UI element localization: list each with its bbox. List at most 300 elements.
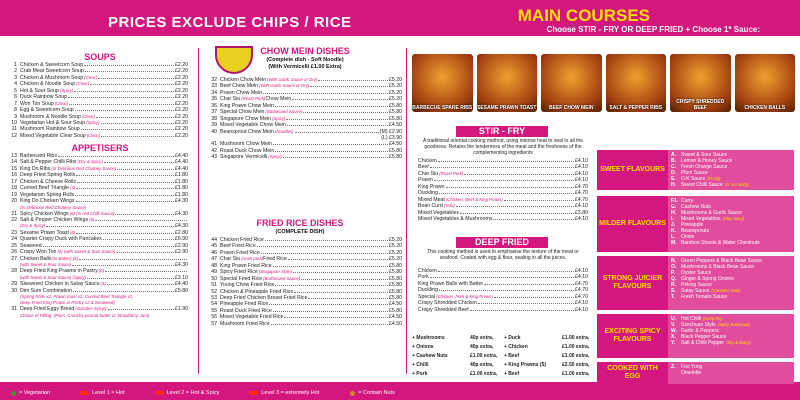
leader-dots — [265, 238, 388, 241]
item-price: £4.70 — [575, 190, 588, 197]
sauce-note: (or not spicy) — [724, 182, 749, 187]
stirfry-list — [418, 158, 588, 222]
sauce-letter: U. — [671, 316, 676, 322]
extra-name: + Pork — [412, 370, 428, 377]
item-note: (Dry & Spicy) — [20, 223, 46, 229]
leader-dots — [75, 193, 174, 196]
chilli-icon — [80, 391, 89, 395]
leader-dots — [310, 84, 388, 87]
item-note: (Roast Pork) — [439, 170, 464, 176]
item-name: Duck Rainbow Soup — [20, 94, 68, 101]
item-number: 1 — [14, 62, 17, 68]
sauce-name: Green Peppers & Black Bean Sauce — [681, 258, 762, 264]
item-price: £5.80 — [389, 282, 402, 289]
extra-price: £1.00 extra, — [470, 370, 498, 377]
item-price: £5.80 — [389, 269, 402, 276]
item-name: Mushroom Fried Rice — [220, 320, 270, 327]
item-price: £2.20 — [175, 68, 188, 75]
sauce-name: Mushrooms & Black Bean Sauce — [681, 264, 755, 270]
leader-dots — [96, 115, 174, 118]
leader-dots — [303, 110, 388, 113]
item-note: (Clear) — [81, 113, 95, 119]
leader-dots — [90, 82, 174, 85]
item-price: £2.20 — [175, 74, 188, 81]
item-number: 9 — [14, 113, 17, 120]
item-price: £5.80 — [389, 275, 402, 282]
item-price: £5.80 — [389, 154, 402, 161]
item-number: 39 — [211, 122, 217, 129]
item-price: £4.10 — [575, 215, 588, 222]
dish-photo-label: BEEF CHOW MEIN — [549, 105, 594, 111]
item-number: 12 — [11, 132, 17, 139]
main-courses-title: MAIN COURSES — [517, 6, 650, 25]
menu-item — [206, 321, 402, 327]
item-name: Prawn Fried Rice — [220, 249, 260, 256]
item-name: Young Chow Fried Rice — [220, 282, 275, 289]
item-name: Crispy Won Ton — [20, 249, 57, 256]
friedrice-sub: (COMPLETE DISH) — [275, 229, 325, 235]
item-number: 4 — [14, 81, 17, 88]
vegetarian-icon — [11, 391, 16, 396]
item-note: (Spicy) — [59, 87, 74, 93]
sauce-letter: W. — [671, 328, 677, 334]
item-note: (Tofu) — [443, 203, 455, 209]
item-note: (Clear) — [84, 74, 98, 80]
leader-dots — [73, 289, 174, 292]
leader-dots — [478, 301, 574, 304]
item-price: £1.80 — [175, 178, 188, 185]
leader-dots — [293, 270, 388, 273]
item-number: 27 — [11, 255, 17, 262]
item-price: £4.30 — [175, 223, 188, 230]
sauce-note: (Stay Sexy) — [722, 216, 745, 221]
leader-dots — [98, 76, 174, 79]
sauce-letter: Z. — [671, 364, 676, 370]
menu-item — [418, 307, 588, 313]
item-name: Dim Sum Combination — [20, 287, 72, 294]
sauce-letter: Q. — [671, 276, 677, 282]
item-number: 11 — [11, 126, 17, 133]
item-name: Char Siu — [220, 256, 241, 263]
dish-photo — [412, 54, 473, 112]
sauce-name: Pineapple — [681, 222, 704, 228]
item-name: King Do Chicken Wings — [20, 198, 75, 205]
leader-dots — [288, 257, 388, 260]
extra-name: + Beef — [504, 352, 520, 359]
item-name: Barbecued Ribs — [20, 153, 57, 159]
item-price: £2.20 — [175, 94, 188, 101]
item-number: 54 — [211, 301, 217, 308]
item-name: Chicken Fried Rice — [220, 237, 264, 243]
item-name: Mushroom Rainbow Soup — [20, 126, 80, 133]
item-number: 50 — [211, 275, 217, 282]
item-description: Deep Fried King Prawn in Pastry x2 & Seaweed) — [20, 300, 115, 306]
item-number: 21 — [11, 210, 17, 217]
sauce-letter: N. — [671, 258, 676, 264]
item-price: £2.80 — [175, 229, 188, 236]
item-note: (In Batter) (6) — [52, 255, 78, 261]
item-name: Chicken — [418, 158, 437, 164]
leader-dots — [464, 172, 574, 175]
item-name: Roast Duck Fried Rice — [220, 307, 272, 314]
leader-dots — [493, 217, 574, 220]
leader-dots — [107, 282, 174, 285]
item-number: 31 — [11, 306, 17, 313]
deepfried-desc: This cooking method is used to emphasise the texture of the meat or seafood. Coated with egg & flour, sealing in all the juices. — [427, 249, 579, 261]
item-name: Duckling — [418, 287, 438, 294]
item-price: £4.10 — [575, 268, 588, 274]
sauce-name: Mixed Vegetables — [681, 216, 721, 222]
item-number: 34 — [211, 89, 217, 96]
item-price: £2.20 — [175, 107, 188, 114]
leader-dots — [295, 130, 379, 133]
item-price: £5.80 — [175, 287, 188, 294]
leader-dots — [446, 185, 574, 188]
leader-dots — [76, 173, 174, 176]
item-note: (roast pork) — [241, 256, 264, 262]
sauce-letter: S. — [671, 288, 676, 294]
item-name: Pork — [418, 274, 429, 281]
item-name: Seaweed — [20, 242, 42, 249]
sauce-item — [671, 182, 791, 188]
sauce-letter — [671, 370, 681, 376]
leader-dots — [286, 117, 388, 120]
leader-dots — [271, 322, 388, 325]
item-number: 22 — [11, 216, 17, 223]
item-number: 19 — [11, 191, 17, 198]
column-divider-1 — [198, 48, 199, 374]
leader-dots — [308, 296, 388, 299]
item-price: £4.70 — [575, 196, 588, 203]
item-price: £1.90 — [175, 306, 188, 313]
extra-name: + Mushrooms — [412, 334, 445, 341]
leader-dots — [117, 167, 174, 170]
item-price: £1.80 — [175, 191, 188, 198]
item-name: Crispy Shredded Chicken — [418, 300, 477, 307]
sauce-letter: B. — [671, 158, 676, 164]
flavour-items — [668, 196, 794, 252]
extra-name: + King Prawns (5) — [504, 361, 547, 368]
item-note: (Barbecued Sauce) — [265, 109, 303, 115]
page-heading-left: PRICES EXCLUDE CHIPS / RICE — [108, 14, 352, 31]
sauce-name: Foo Yung — [681, 364, 703, 370]
leader-dots — [287, 123, 388, 126]
item-name: Chicken & Pineapple Fried Rice — [220, 288, 294, 295]
item-price: (M) £2.90 — [379, 128, 402, 135]
leader-dots — [95, 218, 187, 221]
leader-dots — [81, 127, 174, 130]
item-note: (6) — [69, 229, 76, 235]
item-price: £2.20 — [175, 100, 188, 107]
item-number: 55 — [211, 307, 217, 314]
item-name: Salt & Pepper Chilli Ribs — [20, 159, 77, 166]
leader-dots — [439, 288, 574, 291]
sauce-name: Szechuan Style — [681, 322, 716, 328]
item-number: 45 — [211, 243, 217, 250]
item-name: Char Siu — [220, 96, 241, 103]
dish-photo-label: BARBECUE SPARE RIBS — [412, 105, 473, 111]
dish-photo — [477, 54, 538, 112]
legend-nuts: = Contain Nuts — [349, 390, 395, 396]
sauce-letter: O. — [671, 264, 677, 270]
leader-dots — [484, 282, 574, 285]
sauce-letter: M. — [671, 240, 677, 246]
sauce-name: Omelette — [681, 370, 702, 376]
leader-dots — [257, 244, 388, 247]
extra-price: £1.00 extra, — [562, 352, 590, 359]
sauce-letter: X. — [671, 334, 676, 340]
item-number: 7 — [14, 100, 17, 107]
item-note: (6) — [98, 268, 105, 274]
item-number: 57 — [211, 320, 217, 327]
sauce-name: Mushrooms & Garlic Sauce — [681, 210, 742, 216]
item-price: £4.10 — [575, 300, 588, 307]
item-number: 48 — [211, 262, 217, 269]
item-price: £2.90 — [175, 242, 188, 249]
dish-photo-label: SESAME PRAWN TOAST — [477, 105, 537, 111]
item-name: Mixed Vegetable Chow Mein — [220, 122, 286, 129]
leader-dots — [470, 308, 574, 311]
item-price: £4.50 — [389, 141, 402, 148]
sauce-note: (Fruity) — [707, 176, 721, 181]
item-price: £5.80 — [389, 115, 402, 122]
item-number: 51 — [211, 282, 217, 289]
item-name: Prawn Chow Mein — [220, 89, 263, 96]
sauce-letter: C. — [671, 164, 676, 170]
item-name: King Prawn Chow Mein — [220, 102, 274, 109]
item-price: £5.20 — [389, 89, 402, 96]
item-name: Quarter Crispy Duck with Pancakes — [20, 236, 102, 243]
sauce-letter: L. — [671, 234, 676, 240]
sauce-name: Satay Sauce — [681, 288, 710, 294]
chilli-icon — [249, 391, 258, 395]
item-note: (Spicy) — [272, 115, 286, 121]
sauce-item — [671, 370, 791, 376]
sauce-name: Black Pepper Sauce — [681, 334, 727, 340]
chowmein-sub1: (Complete dish - Soft Noodle) — [266, 57, 344, 63]
leader-dots — [284, 315, 388, 318]
sauce-name: Onion — [681, 234, 695, 240]
leader-dots — [43, 244, 174, 247]
sauce-name: Sweet Chilli Sauce — [681, 182, 723, 188]
item-name: Salt & Pepper Chicken Wings — [20, 216, 89, 223]
item-note: (Roast Pork) — [241, 96, 266, 102]
item-name: Prawn — [418, 177, 433, 184]
item-price: £4.70 — [575, 280, 588, 287]
item-price: £2.20 — [175, 126, 188, 133]
item-number: 8 — [14, 107, 17, 114]
item-name-suffix: Fried Rice — [263, 256, 287, 263]
item-name: Chicken & Noodle Soup — [20, 81, 76, 88]
item-number: 47 — [211, 256, 217, 263]
item-name: Chicken Balls — [20, 255, 52, 262]
item-number: 26 — [11, 249, 17, 256]
dish-photo-label: CHICKEN BALLS — [744, 105, 786, 111]
item-name: Mixed Meat — [418, 196, 445, 203]
sauce-name: Fresh Orange Sauce — [681, 164, 728, 170]
item-note: (Spicy) — [268, 154, 282, 160]
item-note: (In Delicious Red Chutney Sauce) — [51, 165, 117, 171]
leader-dots — [76, 199, 175, 202]
item-price: £5.20 — [389, 237, 402, 243]
dish-photo — [541, 54, 602, 112]
sauce-note: (Contains Nuts) — [711, 288, 741, 293]
extra-price: £1.00 extra, — [470, 352, 498, 359]
item-name: Chicken & Mushroom Soup — [20, 74, 84, 81]
item-price: £4.70 — [575, 287, 588, 294]
sauce-letter: A. — [671, 152, 676, 158]
sauce-name: O.K Sauce — [681, 176, 706, 182]
item-price: £6.90 — [175, 236, 188, 243]
item-price: £5.20 — [389, 96, 402, 103]
item-price: £4.10 — [575, 158, 588, 164]
appetisers-title: APPETISERS — [71, 143, 129, 153]
item-name: Deep Fried Spring Rolls — [20, 172, 76, 179]
item-number: 35 — [211, 96, 217, 103]
leader-dots — [275, 283, 388, 286]
flavour-items — [668, 362, 794, 384]
sauce-letter: F1. — [671, 198, 679, 204]
item-note: (Includes Syrup) — [75, 306, 107, 312]
item-number: 17 — [11, 178, 17, 185]
sauce-item — [671, 340, 791, 346]
leader-dots — [105, 269, 187, 272]
dish-photo-label: SALT & PEPPER RIBS — [609, 105, 663, 111]
item-name: Singapore Chow Mein — [220, 115, 272, 122]
item-note: (6) (with Sweet & Sour Sauce) — [57, 249, 116, 255]
item-name: Skewered Chicken in Satay Sauce — [20, 281, 100, 288]
leader-dots — [438, 159, 574, 162]
sauce-letter: I. — [671, 216, 674, 222]
flavour-group — [597, 256, 794, 310]
dish-photo-label: CRISPY SHREDDED BEEF — [676, 99, 725, 111]
dish-photos — [412, 54, 795, 112]
flavour-group — [597, 362, 794, 384]
item-number: 2 — [14, 68, 17, 75]
item-name: Chicken — [418, 268, 437, 274]
leader-dots — [263, 91, 388, 94]
extra-row — [412, 342, 597, 351]
leader-dots — [273, 309, 388, 312]
extra-row — [412, 333, 597, 342]
item-note: (With Garlic Sauce or Dry) — [267, 77, 318, 82]
item-number: 33 — [211, 83, 217, 90]
item-name: King Do Ribs — [20, 165, 51, 172]
item-price: £4.40 — [175, 159, 188, 166]
leader-dots — [77, 180, 174, 183]
sauce-item — [671, 294, 791, 300]
flavour-items — [668, 314, 794, 358]
leader-dots — [116, 250, 174, 253]
sauce-name: Fresh Tomato Sauce — [681, 294, 728, 300]
item-price: £5.80 — [389, 307, 402, 314]
item-note: (with Sweet & Sour Sauce) (Spicy) — [20, 274, 86, 280]
item-note: (4) — [70, 185, 76, 191]
leader-dots — [75, 108, 174, 111]
leader-dots — [76, 231, 174, 234]
item-number: 38 — [211, 115, 217, 122]
leader-dots — [58, 154, 174, 157]
extra-name: + Chicken — [504, 343, 528, 350]
item-note: (Singapore Style) — [258, 269, 292, 275]
leader-dots — [460, 211, 574, 214]
item-note: (Clear) — [76, 81, 90, 87]
chilli-icon — [155, 391, 164, 395]
item-description: Choice of Filling: (Plain, Crunchy peanut butter or Strawberry Jam) — [20, 312, 150, 318]
item-note: (Spicy) — [86, 119, 100, 125]
item-name: Beansprout Chow Mein — [220, 128, 274, 135]
chowmein-title: CHOW MEIN DISHES — [260, 46, 350, 56]
item-note: (6) — [89, 216, 95, 222]
item-note: (Chicken, Pork & King Prawn) — [436, 293, 493, 299]
soups-title: SOUPS — [84, 52, 116, 62]
item-number: 10 — [11, 119, 17, 126]
item-note: (Noodles) — [274, 128, 294, 134]
leader-dots — [294, 290, 388, 293]
sauce-name: Cashew Nuts — [681, 204, 711, 210]
leader-dots — [504, 198, 574, 201]
leader-dots — [275, 104, 388, 107]
item-price: £2.90 — [175, 249, 188, 256]
item-note: (Chicken, Beef & King Prawn) — [445, 196, 503, 202]
item-price: £5.20 — [389, 256, 402, 263]
leader-dots — [439, 191, 574, 194]
item-number: 46 — [211, 249, 217, 256]
item-name: Curried Beef Triangle — [20, 185, 70, 192]
leader-dots — [46, 224, 174, 227]
flavour-group-label: MILDER FLAVOURS — [597, 196, 668, 252]
flavour-group-label: STRONG JUICIER FLAVOURS — [597, 256, 668, 310]
extra-price: £1.00 extra, — [562, 370, 590, 377]
item-name: Deep Fried Eggy Bread — [20, 306, 75, 313]
item-name: Won Ton Soup — [20, 100, 54, 107]
stirfry-desc: A traditional oriental cooking method, using intense heat to seal in all the goodness. Retains the tenderness of the meat and the freshness of the complementing ingredients — [422, 138, 584, 156]
item-name: Vegetarian Spring Rolls — [20, 191, 75, 198]
item-price: £5.80 — [389, 262, 402, 269]
item-description: (Spring Rolls x2, Prawn toast x2, Curried Beef Triangle x2, — [20, 294, 134, 300]
item-price: £5.20 — [389, 249, 402, 256]
item-name-suffix: Chow Mein — [265, 96, 292, 103]
leader-dots — [494, 295, 574, 298]
leader-dots — [69, 102, 174, 105]
item-number: 15 — [11, 165, 17, 172]
item-number: 36 — [211, 102, 217, 109]
item-name: Roast Duck Chow Mein — [220, 147, 275, 154]
item-price: £4.50 — [389, 320, 402, 327]
item-note: (4) — [100, 281, 106, 287]
item-name: Crab Meat Sweetcorn Soup — [20, 68, 84, 75]
item-name: Vegetarian Hot & Sour Soup — [20, 119, 86, 126]
main-courses-subtitle: Choose STIR - FRY OR DEEP FRIED + Choose 1* Sauce: — [546, 25, 760, 34]
item-name: Chicken Chow Mein — [220, 77, 267, 83]
dish-photo — [606, 54, 667, 112]
item-price-large: (L) £3.90 — [381, 134, 402, 141]
sauce-item — [671, 240, 791, 246]
leader-dots — [434, 178, 574, 181]
sauce-name: Oyster Sauce — [681, 270, 712, 276]
dish-photo — [670, 54, 731, 112]
sauce-letter: K. — [671, 228, 676, 234]
item-name: Chicken & Sweetcorn Soup — [20, 62, 84, 68]
extra-row — [412, 360, 597, 369]
item-name: Sesame Prawn Toast — [20, 229, 69, 236]
item-price: £2.20 — [175, 62, 188, 68]
item-name: Egg & Sweetcorn Soup — [20, 107, 74, 114]
item-name: Deep Fried King Prawns in Pastry — [20, 268, 98, 275]
item-price: £3.10 — [175, 274, 188, 281]
item-note: (Clear) — [86, 132, 100, 138]
extra-row — [412, 351, 597, 360]
